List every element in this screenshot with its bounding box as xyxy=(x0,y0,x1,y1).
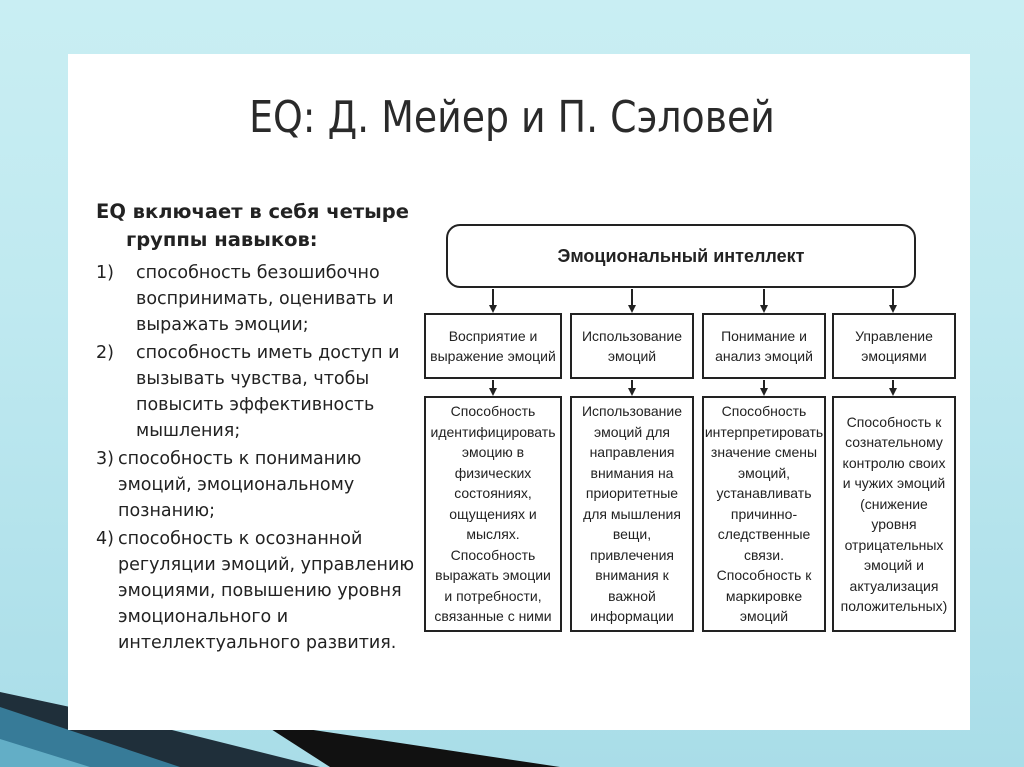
skill-text: способность иметь доступ и вызывать чувства, чтобы повысить эффективность мышления; xyxy=(136,343,400,441)
description-node-usage: Использование эмоций для направления внимания на приоритетные для мышления вещи, привлечения внимания к важной информации xyxy=(570,396,694,632)
skill-text: способность безошибочно воспринимать, оценивать и выражать эмоции; xyxy=(136,263,394,335)
skill-number: 1) xyxy=(96,263,114,283)
category-node-understanding: Понимание и анализ эмоций xyxy=(702,313,826,379)
skill-text: способность к осознанной регуляции эмоций, управлению эмоциями, повышению уровня эмоционального и интеллектуального развития. xyxy=(118,529,415,653)
category-node-perception: Восприятие и выражение эмоций xyxy=(424,313,562,379)
skill-number: 4) xyxy=(96,529,114,549)
intro-line-2: группы навыков: xyxy=(126,228,318,251)
skill-text: способность к пониманию эмоций, эмоциональному познанию; xyxy=(118,449,362,521)
category-node-management: Управление эмоциями xyxy=(832,313,956,379)
description-node-understanding: Способность интерпретировать значение смены эмоций, устанавливать причинно-следственные связи. Способность к маркировке эмоций xyxy=(702,396,826,632)
root-node: Эмоциональный интеллект xyxy=(446,224,916,288)
intro-line-1: EQ включает в себя четыре xyxy=(96,200,409,223)
category-node-usage: Использование эмоций xyxy=(570,313,694,379)
skill-number: 2) xyxy=(96,343,114,363)
slide-title: EQ: Д. Мейер и П. Сэловей xyxy=(249,92,775,143)
skill-number: 3) xyxy=(96,449,114,469)
description-node-management: Способность к сознательному контролю своих и чужих эмоций (снижение уровня отрицательных эмоций и актуализация положительных) xyxy=(832,396,956,632)
description-node-perception: Способность идентифицировать эмоцию в физических состояниях, ощущениях и мыслях. Способность выражать эмоции и потребности, связанные с ними xyxy=(424,396,562,632)
